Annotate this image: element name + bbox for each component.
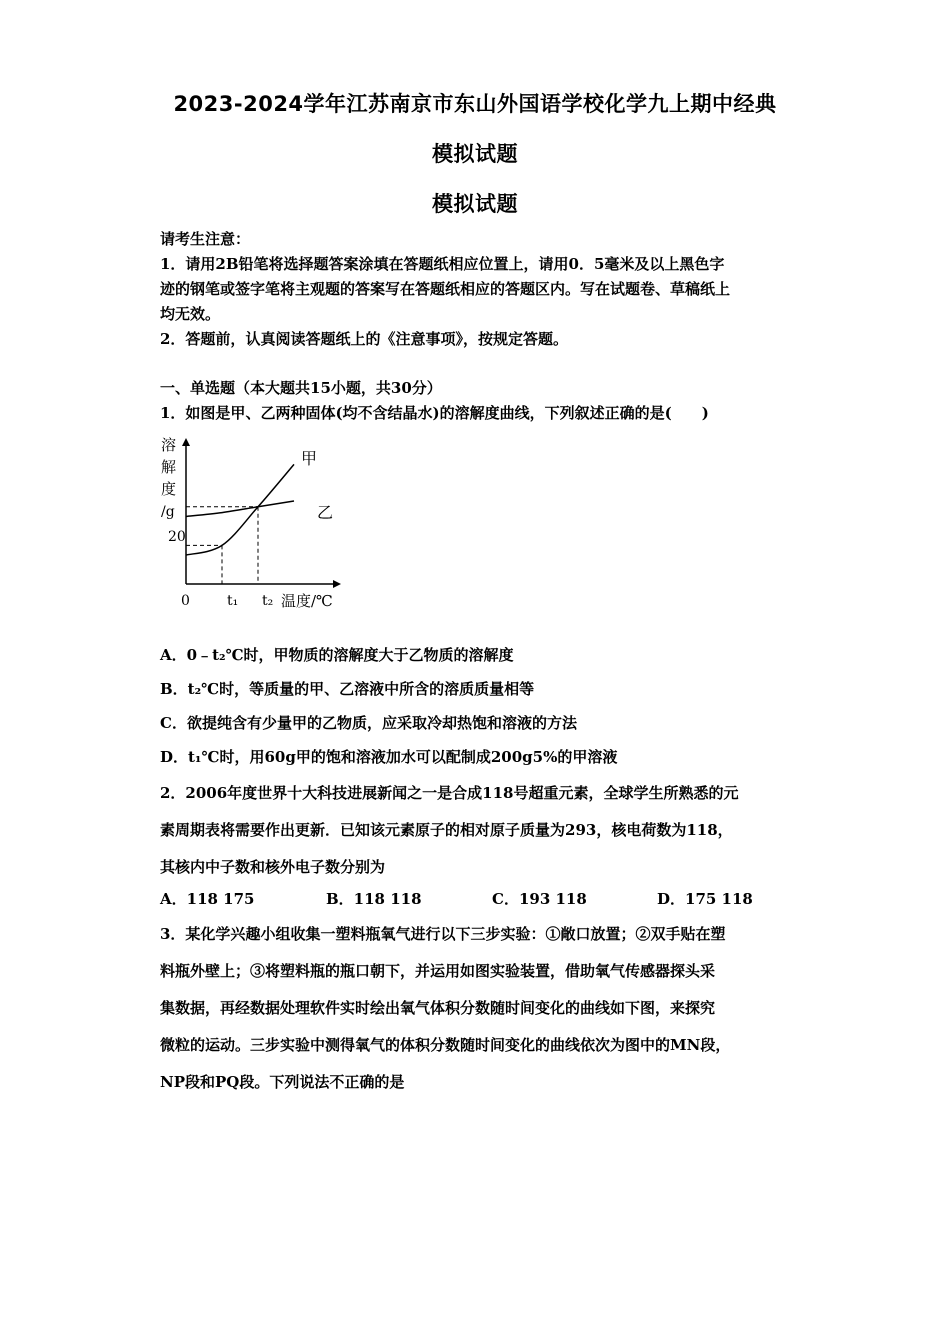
q2-line2: 素周期表将需要作出更新．已知该元素原子的相对原子质量为293，核电荷数为118， [160,821,733,839]
q1-option-b: B．t₂℃时，等质量的甲、乙溶液中所含的溶质质量相等 [160,680,535,698]
q1-option-a: A．0﹣t₂℃时，甲物质的溶解度大于乙物质的溶解度 [160,646,514,664]
notice-item1-line3: 均无效。 [160,305,221,323]
x-axis-arrow [333,580,341,588]
solubility-chart [155,432,355,612]
exam-title-line2: 模拟试题 [432,142,518,166]
exam-title-line3: 模拟试题 [432,192,518,216]
notice-heading: 请考生注意： [160,230,251,248]
q3-line2: 料瓶外壁上；③将塑料瓶的瓶口朝下，并运用如图实验装置，借助氧气传感器探头采 [160,962,716,980]
q3-line4: 微粒的运动。三步实验中测得氧气的体积分数随时间变化的曲线依次为图中的MN段， [160,1036,731,1054]
exam-title-line1: 2023-2024学年江苏南京市东山外国语学校化学九上期中经典 [173,92,777,116]
q1-option-c: C．欲提纯含有少量甲的乙物质，应采取冷却热饱和溶液的方法 [160,714,577,732]
q2-line3: 其核内中子数和核外电子数分别为 [160,858,386,876]
series-yi-label: 乙 [317,503,334,522]
q3-line3: 集数据，再经数据处理软件实时绘出氧气体积分数随时间变化的曲线如下图，来探究 [160,999,716,1017]
ylabel-char-4: /g [161,504,175,520]
x-axis-label: 温度/℃ [281,592,333,610]
y-axis-arrow [182,438,190,446]
q2-option-c: C．193 118 [492,890,587,908]
x-tick-0: 0 [181,593,190,609]
notice-item1-line2: 迹的钢笔或签字笔将主观题的答案写在答题纸相应的答题区内。写在试题卷、草稿纸上 [160,280,731,298]
q3-line1: 3．某化学兴趣小组收集一塑料瓶氧气进行以下三步实验：①敞口放置；②双手贴在塑 [160,925,726,943]
q2-option-b: B．118 118 [326,890,422,908]
q2-option-d: D．175 118 [657,890,753,908]
ylabel-char-1: 溶 [161,436,177,454]
series-jia-label: 甲 [301,449,318,468]
x-tick-t2: t₂ [262,593,274,609]
x-tick-t1: t₁ [227,593,239,609]
y-tick-20: 20 [168,529,186,545]
section1-heading: 一、单选题（本大题共15小题，共30分） [160,379,442,397]
q1-stem: 1．如图是甲、乙两种固体(均不含结晶水)的溶解度曲线，下列叙述正确的是( ) [160,404,709,422]
q2-option-a: A．118 175 [160,890,255,908]
ylabel-char-2: 解 [161,458,177,476]
q3-line5: NP段和PQ段。下列说法不正确的是 [160,1073,405,1091]
q2-line1: 2．2006年度世界十大科技进展新闻之一是合成118号超重元素，全球学生所熟悉的元 [160,784,739,802]
series-yi-line [186,501,294,516]
q1-option-d: D．t₁℃时，用60g甲的饱和溶液加水可以配制成200g5%的甲溶液 [160,748,618,766]
ylabel-char-3: 度 [161,480,177,498]
notice-item2: 2．答题前，认真阅读答题纸上的《注意事项》，按规定答题。 [160,330,568,348]
notice-item1-line1: 1．请用2B铅笔将选择题答案涂填在答题纸相应位置上，请用0．5毫米及以上黑色字 [160,255,725,273]
